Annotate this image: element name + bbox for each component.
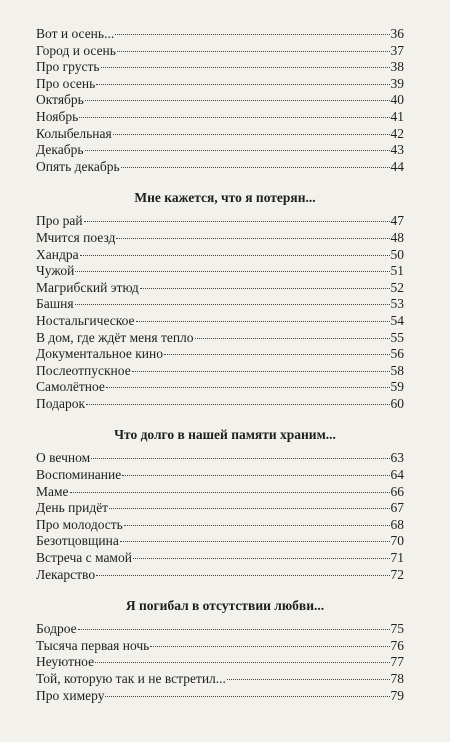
toc-entry [36,213,404,230]
toc-entry-page-number: 55 [390,329,404,345]
toc-entry [36,159,404,176]
toc-entry-title: Про рай [36,213,83,229]
toc-entry [36,330,404,347]
toc-entry-page-number: 52 [390,279,404,295]
toc-entry-title: Послеотпускное [36,362,131,378]
toc-entry-title: Город и осень [36,42,116,58]
toc-entry-title: Чужой [36,263,75,279]
toc-entry-page-number: 72 [390,566,404,582]
dot-leader [101,67,390,68]
dot-leader [124,525,390,526]
toc-entry-title: Лекарство [36,566,96,582]
dot-leader [86,404,389,405]
toc-entry-title: Мчится поезд [36,229,116,245]
toc-entry-title: Встреча с мамой [36,550,132,566]
toc-entry-page-number: 66 [390,483,404,499]
toc-entry-page-number: 76 [390,637,404,653]
table-of-contents [36,26,404,704]
toc-entry-page-number: 53 [390,296,404,312]
toc-entry [36,550,404,567]
toc-entry-title: Про осень [36,75,96,91]
toc-entry-title: Самолётное [36,379,105,395]
dot-leader [164,354,390,355]
toc-entry [36,346,404,363]
dot-leader [85,100,390,101]
dot-leader [195,338,390,339]
toc-entry-title: Подарок [36,395,86,411]
toc-entry [36,621,404,638]
toc-entry-page-number: 58 [390,362,404,378]
toc-entry-page-number: 75 [390,621,404,637]
toc-entry-title: Ностальгическое [36,312,135,328]
dot-leader [122,475,389,476]
dot-leader [140,288,390,289]
section-heading: Я погибал в отсутствии любви... [125,598,325,614]
dot-leader [109,508,389,509]
toc-entry [36,654,404,671]
toc-entry-title: Опять декабрь [36,158,120,174]
toc-entry-title: Магрибский этюд [36,279,139,295]
dot-leader [75,304,390,305]
dot-leader [117,51,390,52]
dot-leader [120,541,390,542]
toc-entry [36,484,404,501]
dot-leader [133,558,390,559]
toc-entry [36,109,404,126]
toc-entry-title: Вот и осень... [36,26,115,41]
toc-entry-title: Ноябрь [36,108,79,124]
dot-leader [115,34,389,35]
section-spacer [36,412,404,426]
toc-entry-page-number: 54 [390,312,404,328]
toc-entry-title: Документальное кино [36,346,163,362]
toc-entry-page-number: 68 [390,516,404,532]
toc-entry [36,567,404,584]
dot-leader [95,662,389,663]
dot-leader [79,117,389,118]
toc-entry-page-number: 36 [390,26,404,41]
toc-entry [36,263,404,280]
dot-leader [91,458,389,459]
toc-entry-page-number: 43 [390,142,404,158]
toc-entry [36,76,404,93]
dot-leader [80,255,390,256]
dot-leader [106,387,390,388]
toc-entry-page-number: 41 [390,108,404,124]
toc-entry-title: День придёт [36,500,109,516]
toc-entry-title: Про молодость [36,516,123,532]
toc-entry [36,533,404,550]
dot-leader [70,492,390,493]
dot-leader [150,646,389,647]
toc-entry [36,247,404,264]
toc-entry-page-number: 39 [390,75,404,91]
toc-entry-page-number: 70 [390,533,404,549]
dot-leader [116,238,389,239]
dot-leader [227,679,390,680]
toc-entry-title: В дом, где ждёт меня тепло [36,329,194,345]
toc-entry [36,467,404,484]
toc-entry [36,43,404,60]
toc-entry-page-number: 59 [390,379,404,395]
toc-entry [36,26,404,43]
toc-entry-page-number: 64 [390,467,404,483]
toc-entry-page-number: 63 [390,450,404,466]
toc-entry-page-number: 78 [390,671,404,686]
toc-entry-title: Безотцовщина [36,533,119,549]
dot-leader [78,629,390,630]
toc-entry-title: Колыбельная [36,125,112,141]
toc-entry [36,379,404,396]
toc-entry [36,313,404,330]
toc-entry-title: Бодрое [36,621,77,637]
toc-entry [36,396,404,413]
toc-entry-page-number: 48 [390,229,404,245]
toc-entry-page-number: 77 [390,654,404,670]
toc-entry-page-number: 50 [390,246,404,262]
toc-entry-title: Про химеру [36,687,105,703]
toc-entry-page-number: 56 [390,346,404,362]
toc-entry-page-number: 51 [390,263,404,279]
toc-entry-page-number: 71 [390,550,404,566]
toc-entry-title: Воспоминание [36,467,122,483]
toc-entry-title: Маме [36,483,69,499]
dot-leader [85,150,390,151]
toc-entry [36,296,404,313]
toc-entry [36,280,404,297]
dot-leader [136,321,390,322]
toc-entry-title: Той, которую так и не встретил... [36,671,226,686]
toc-entry [36,517,404,534]
section-spacer [36,583,404,597]
toc-entry [36,638,404,655]
toc-entry [36,671,404,688]
dot-leader [121,167,390,168]
toc-entry [36,92,404,109]
toc-entry [36,500,404,517]
dot-leader [113,134,390,135]
dot-leader [96,575,389,576]
toc-entry [36,450,404,467]
toc-entry-page-number: 42 [390,125,404,141]
toc-entry-title: Хандра [36,246,79,262]
toc-entry [36,688,404,705]
toc-entry-page-number: 60 [390,395,404,411]
toc-entry-page-number: 40 [390,92,404,108]
toc-entry [36,59,404,76]
toc-entry [36,142,404,159]
toc-entry-title: О вечном [36,450,91,466]
toc-entry-title: Октябрь [36,92,84,108]
toc-entry-title: Декабрь [36,142,84,158]
toc-entry [36,363,404,380]
toc-entry-page-number: 38 [390,59,404,75]
toc-entry [36,126,404,143]
section-heading: Что долго в нашей памяти храним... [114,427,336,443]
toc-entry-page-number: 79 [390,687,404,703]
toc-entry-title: Неуютное [36,654,95,670]
toc-entry-title: Тысяча первая ночь [36,637,150,653]
section-spacer [36,175,404,189]
section-heading: Мне кажется, что я потерян... [134,190,316,206]
toc-entry-page-number: 37 [390,42,404,58]
dot-leader [96,84,389,85]
dot-leader [75,271,389,272]
dot-leader [132,371,390,372]
dot-leader [105,696,389,697]
toc-entry-page-number: 67 [390,500,404,516]
toc-entry-page-number: 47 [390,213,404,229]
dot-leader [84,221,390,222]
toc-entry-page-number: 44 [390,158,404,174]
toc-entry-title: Башня [36,296,74,312]
toc-entry [36,230,404,247]
toc-entry-title: Про грусть [36,59,100,75]
